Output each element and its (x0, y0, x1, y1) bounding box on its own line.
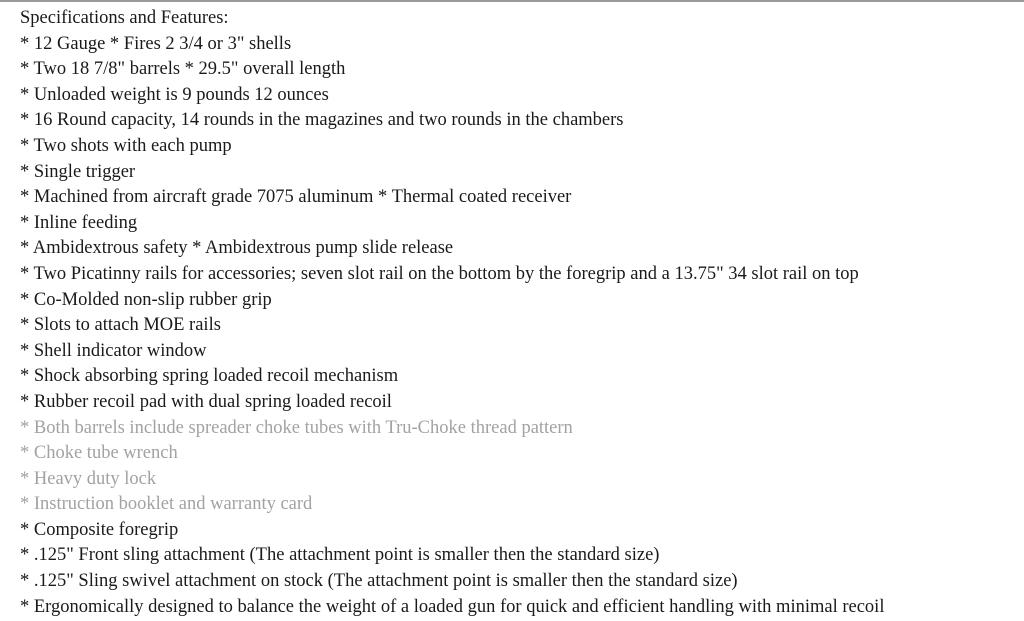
spec-line-item: * 12 Gauge * Fires 2 3/4 or 3" shells (20, 33, 292, 54)
spec-line-item: * Machined from aircraft grade 7075 aluminum * Thermal coated receiver (20, 187, 572, 208)
spec-line-item: * Inline feeding (20, 212, 138, 233)
spec-line-item: * Shock absorbing spring loaded recoil mechanism (20, 366, 399, 387)
spec-line-item: * Ambidextrous safety * Ambidextrous pump slide release (20, 238, 454, 259)
spec-line-item: * Two Picatinny rails for accessories; seven slot rail on the bottom by the foregrip and a 13.75" 34 slot rail on top (20, 263, 859, 284)
spec-line-item: * Two shots with each pump (20, 135, 232, 156)
spec-line-item: * Choke tube wrench (20, 443, 178, 464)
spec-line-item: * Heavy duty lock (20, 468, 157, 489)
specifications-heading: Specifications and Features: (20, 8, 229, 28)
spec-line-item: * Shell indicator window (20, 340, 207, 361)
spec-line-item: * .125" Front sling attachment (The attachment point is smaller then the standard size) (20, 545, 660, 566)
spec-line-item: * Slots to attach MOE rails (20, 315, 221, 336)
spec-line-item: * 16 Round capacity, 14 rounds in the magazines and two rounds in the chambers (20, 110, 624, 131)
spec-line-item: * Co-Molded non-slip rubber grip (20, 289, 272, 310)
spec-line-item: * Instruction booklet and warranty card (20, 494, 313, 515)
spec-lines-container (20, 32, 1020, 621)
spec-line-item: * Composite foregrip (20, 519, 179, 540)
spec-line-item: * Rubber recoil pad with dual spring loaded recoil (20, 391, 392, 412)
spec-line-item: * .125" Sling swivel attachment on stock (The attachment point is smaller then the standard size) (20, 571, 738, 592)
top-divider (0, 0, 1024, 2)
spec-line-item: * Both barrels include spreader choke tubes with Tru-Choke thread pattern (20, 417, 573, 438)
spec-line-item: * Single trigger (20, 161, 136, 182)
specifications-list (20, 6, 1020, 620)
spec-line-item: * Unloaded weight is 9 pounds 12 ounces (20, 84, 329, 105)
spec-line-item: * Two 18 7/8" barrels * 29.5" overall length (20, 59, 346, 80)
spec-line-item: * Ergonomically designed to balance the weight of a loaded gun for quick and efficient handling with minimal recoil (20, 596, 885, 617)
